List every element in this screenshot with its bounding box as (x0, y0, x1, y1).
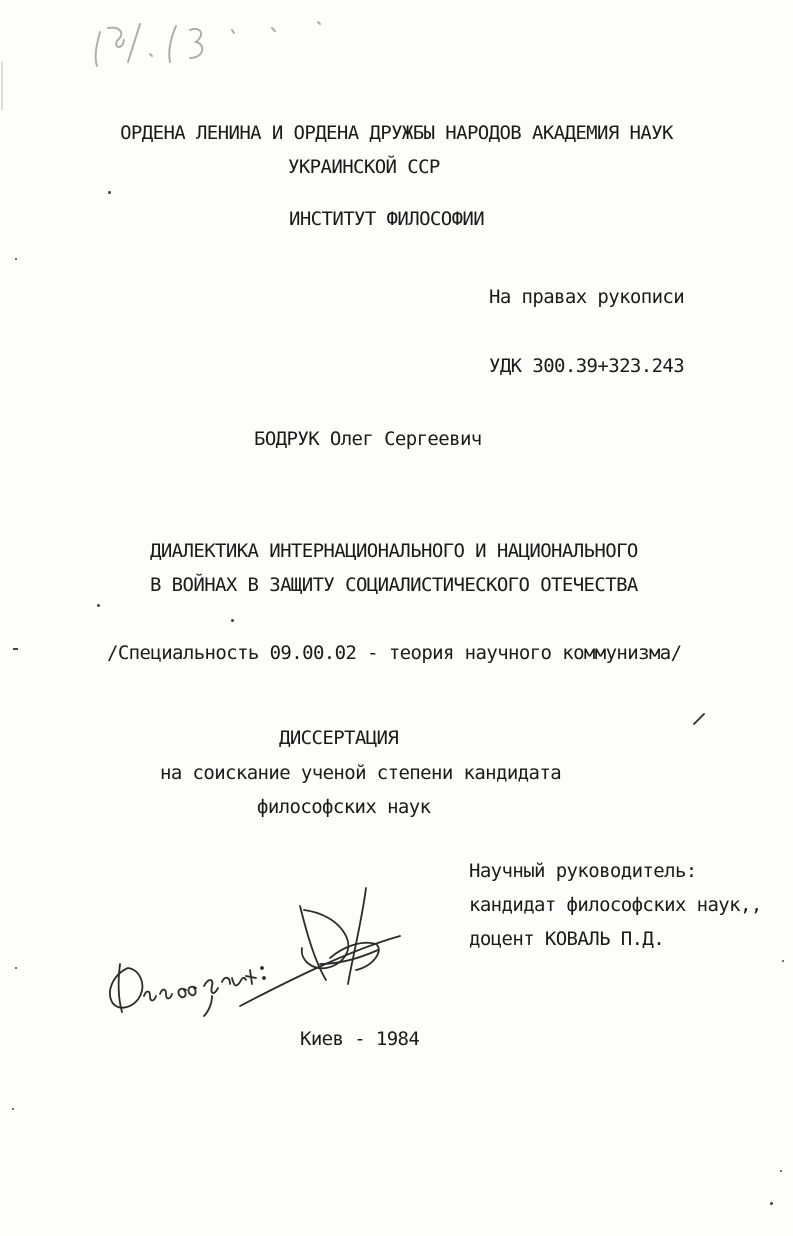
supervisor-label: Научный руководитель: (469, 860, 697, 882)
org-line-2: УКРАИНСКОЙ ССР (288, 156, 440, 178)
paper-speck (12, 1108, 14, 1110)
paper-speck (15, 258, 17, 260)
institute-name: ИНСТИТУТ ФИЛОСОФИИ (289, 208, 485, 230)
supervisor-degree: кандидат философских наук,, (469, 894, 762, 916)
paper-speck (108, 191, 111, 194)
city-year: Киев - 1984 (300, 1028, 420, 1050)
paper-speck (231, 619, 234, 622)
org-line-1: ОРДЕНА ЛЕНИНА И ОРДЕНА ДРУЖБЫ НАРОДОВ АКАДЕМИЯ НАУК (120, 122, 673, 144)
field-line: философских наук (257, 796, 431, 818)
specialty-line: /Специальность 09.00.02 - теория научного коммунизма/ (107, 642, 682, 664)
author-name: БОДРУК Олег Сергеевич (254, 428, 482, 450)
title-line-2: В ВОЙНАХ В ЗАЩИТУ СОЦИАЛИСТИЧЕСКОГО ОТЕЧЕСТВА (150, 574, 638, 596)
paper-speck (97, 604, 100, 607)
paper-speck (780, 1170, 782, 1172)
degree-line: на соискание ученой степени кандидата (160, 762, 562, 784)
paper-speck (782, 960, 784, 962)
manuscript-note: На правах рукописи (489, 286, 685, 308)
udc-code: УДК 300.39+323.243 (489, 355, 685, 377)
paper-speck (770, 1202, 773, 1205)
title-line-1: ДИАЛЕКТИКА ИНТЕРНАЦИОНАЛЬНОГО И НАЦИОНАЛЬНОГО (150, 540, 638, 562)
paper-speck (13, 648, 18, 650)
supervisor-name: доцент КОВАЛЬ П.Д. (469, 928, 665, 950)
work-type-heading: ДИССЕРТАЦИЯ (279, 727, 399, 749)
paper-speck (15, 967, 17, 969)
